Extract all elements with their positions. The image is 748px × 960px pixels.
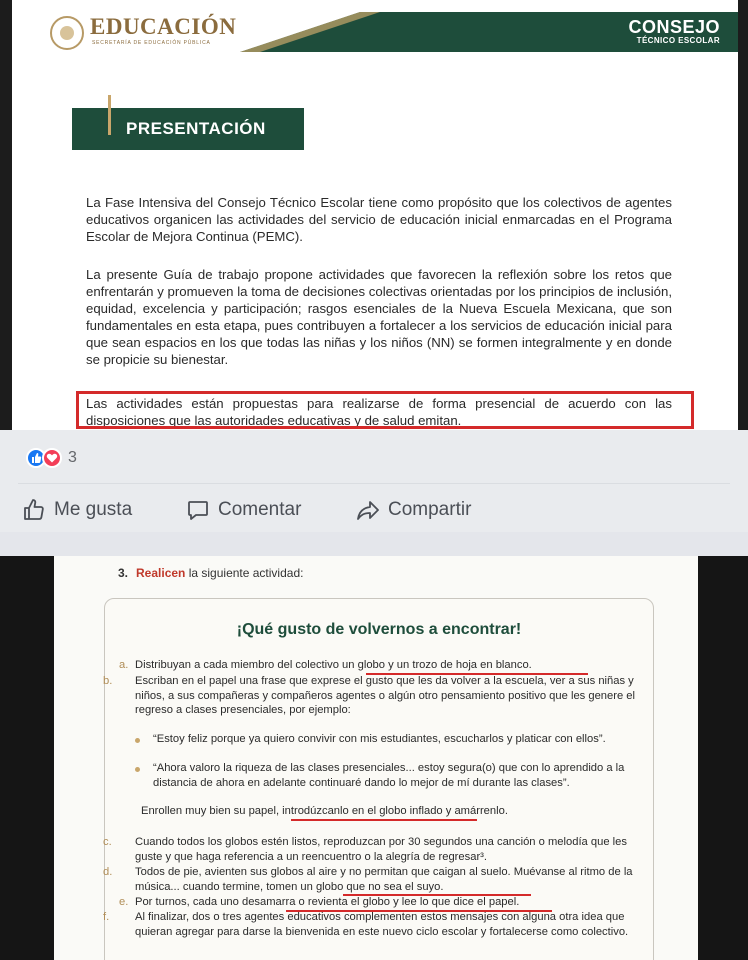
- roll-instruction: Enrollen muy bien su papel, introdúzcanlo en el globo inflado y amárrenlo.: [141, 805, 508, 817]
- paragraph-3: Las actividades están propuestas para realizarse de forma presencial de acuerdo con las disposiciones que las autoridades educativas y de salud emitan.: [86, 396, 672, 428]
- reaction-count: 3: [68, 449, 77, 466]
- thumbs-up-icon: [22, 498, 46, 522]
- educacion-subtitle: SECRETARÍA DE EDUCACIÓN PÚBLICA: [92, 40, 211, 46]
- text-c: Cuando todos los globos estén listos, reproduzcan por 30 segundos una canción o melodía que les guste y que haga referencia a un reencuentro o la alegría de regresar³.: [135, 836, 627, 863]
- share-label: Compartir: [388, 499, 472, 520]
- marker-b: b.: [103, 675, 113, 687]
- step-number: 3.: [118, 566, 129, 580]
- activity-title: ¡Qué gusto de volvernos a encontrar!: [236, 621, 522, 638]
- step-heading: [118, 566, 303, 580]
- section-title-box: [72, 108, 304, 150]
- text-d: Todos de pie, avienten sus globos al aire y no permitan que caigan al suelo. Muévanse al ritmo de la música... cuando termine, tomen un globo que no sea el suyo.: [135, 866, 633, 893]
- list-item-b: [103, 674, 655, 718]
- consejo-title: CONSEJO: [628, 17, 720, 37]
- post-image-presentacion[interactable]: [0, 0, 748, 430]
- comment-label: Comentar: [218, 499, 302, 520]
- quote-2: “Ahora valoro la riqueza de las clases presenciales... estoy segura(o) que con lo aprendido a la distancia de ahora en adelante continuaré dando lo mejor de mí durante las clases”.: [153, 762, 625, 789]
- consejo-subtitle: TÉCNICO ESCOLAR: [636, 36, 720, 45]
- highlight-box: [76, 391, 694, 429]
- list-item-a: [119, 658, 639, 673]
- share-icon: [356, 498, 380, 522]
- list-item-e: [119, 895, 639, 910]
- text-b: Escriban en el papel una frase que exprese el gusto que les da volver a la escuela, ver a sus niñas y niños, a sus compañeras y compañeros agentes o algún otro pensamiento positivo que les genere el regreso a clases presenciales, por ejemplo:: [135, 675, 636, 716]
- comment-icon: [186, 498, 210, 522]
- marker-d: d.: [103, 866, 113, 878]
- bullet-2: [135, 767, 140, 772]
- section-accent-line: [108, 95, 111, 135]
- marker-e: e.: [119, 896, 129, 908]
- paragraph-2: La presente Guía de trabajo propone actividades que favorecen la reflexión sobre los retos que enfrentarán y promueven la toma de decisiones colectivas orientadas por los principios de inclusión, equidad, excelencia y participación; rasgos esenciales de la Nueva Escuela Mexicana, que son fundamentales en esta etapa, pues contribuyen a fortalecer a los servicios de educación inicial para que sean espacios en los que todas las niñas y los niños (NN) se formen integralmente y en donde se propicie su bienestar.: [86, 267, 672, 367]
- step-text: la siguiente actividad:: [185, 566, 304, 580]
- like-label: Me gusta: [54, 499, 133, 520]
- marker-c: c.: [103, 836, 112, 848]
- consejo-tecnico-logo: [628, 18, 720, 45]
- text-f: Al finalizar, dos o tres agentes educativos complementen estos mensajes con alguna otra idea que quieran agregar para darse la bienvenida en este nuevo ciclo escolar y fortalecerse como colectivo.: [135, 911, 629, 938]
- educacion-logo: EDUCACIÓN: [90, 14, 237, 39]
- image-edge-left: [0, 556, 54, 960]
- list-item-d: [103, 865, 655, 894]
- list-item-f: [103, 910, 655, 939]
- like-button[interactable]: [22, 498, 132, 522]
- love-reaction-icon: [42, 448, 62, 468]
- sep-seal-icon: [50, 16, 84, 50]
- marker-a: a.: [119, 659, 129, 671]
- share-button[interactable]: [356, 498, 471, 522]
- step-accent: Realicen: [136, 566, 186, 580]
- activity-card: [104, 598, 654, 960]
- quote-1: “Estoy feliz porque ya quiero convivir con mis estudiantes, escucharlos y platicar con ellos”.: [153, 733, 606, 745]
- image-edge-left: [0, 0, 12, 430]
- list-item-c: [103, 835, 655, 864]
- image-edge-right: [698, 556, 748, 960]
- post-separator: [0, 532, 748, 556]
- red-underline-roll: [291, 819, 477, 821]
- text-e: Por turnos, cada uno desamarra o revienta el globo y lee lo que dice el papel.: [135, 896, 520, 908]
- bullet-1: [135, 738, 140, 743]
- paragraph-1: La Fase Intensiva del Consejo Técnico Escolar tiene como propósito que los colectivos de agentes educativos organicen las actividades del servicio de educación inicial enmarcadas en el Programa Escolar de Mejora Continua (PEMC).: [86, 195, 672, 244]
- post-image-actividad[interactable]: [0, 556, 748, 960]
- comment-button[interactable]: [186, 498, 301, 522]
- actions-divider: [18, 483, 730, 484]
- marker-f: f.: [103, 911, 110, 923]
- image-edge-right: [738, 0, 748, 430]
- section-title: PRESENTACIÓN: [126, 119, 266, 138]
- text-a: Distribuyan a cada miembro del colectivo un globo y un trozo de hoja en blanco.: [135, 659, 532, 671]
